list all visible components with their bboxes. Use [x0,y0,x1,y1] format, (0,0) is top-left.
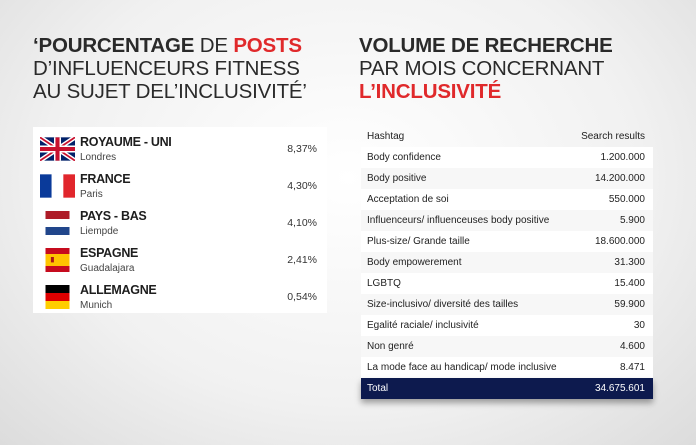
row-hashtag: Acceptation de soi [367,194,449,205]
row-search-results: 15.400 [614,278,645,289]
country-name: FRANCE [80,172,131,186]
country-row-spain [33,240,327,277]
row-hashtag: Egalité raciale/ inclusivité [367,320,479,331]
row-hashtag: Body positive [367,173,427,184]
row-search-results: 1.200.000 [600,152,645,163]
left-heading-de: DE [199,34,234,57]
left-heading [33,34,353,103]
spain-flag-icon [40,248,75,272]
country-city: Guadalajara [80,263,135,274]
left-heading-line3: AU SUJET DEL’INCLUSIVITÉ’ [33,80,307,103]
table-row [361,210,653,231]
row-hashtag: La mode face au handicap/ mode inclusive [367,362,557,373]
country-card [33,127,327,313]
table-row [361,189,653,210]
country-city: Paris [80,189,103,200]
table-row [361,294,653,315]
country-percentage: 8,37% [287,143,317,155]
table-row [361,315,653,336]
row-hashtag: Non genré [367,341,414,352]
left-heading-line2: D’INFLUENCEURS FITNESS [33,57,300,80]
row-search-results: 18.600.000 [594,236,645,247]
header-search-results: Search results [581,131,645,142]
right-heading-line3: L’INCLUSIVITÉ [359,80,502,103]
row-hashtag: Body confidence [367,152,441,163]
table-total-row [361,378,653,399]
row-search-results: 4.600 [619,341,645,352]
germany-flag-icon [40,285,75,309]
uk-flag-icon [40,137,75,161]
row-hashtag: Plus-size/ Grande taille [367,236,470,247]
row-search-results: 30 [633,320,645,331]
row-hashtag: Influenceurs/ influenceuses body positive [367,215,550,226]
country-percentage: 4,10% [287,217,317,229]
row-search-results: 550.000 [608,194,645,205]
country-row-germany [33,277,327,314]
right-heading-line2: PAR MOIS CONCERNANT [359,57,605,80]
country-row-uk [33,129,327,166]
country-name: ALLEMAGNE [80,283,157,297]
right-heading-line1: VOLUME DE RECHERCHE [359,34,613,57]
table-row [361,252,653,273]
row-search-results: 14.200.000 [594,173,645,184]
total-value: 34.675.601 [594,383,645,394]
row-hashtag: Size-inclusivo/ diversité des tailles [367,299,519,310]
table-row [361,231,653,252]
row-search-results: 59.900 [614,299,645,310]
table-row [361,147,653,168]
row-search-results: 5.900 [619,215,645,226]
country-percentage: 0,54% [287,291,317,303]
country-city: Munich [80,300,113,311]
right-heading [359,34,679,103]
table-header [361,126,653,147]
netherlands-flag-icon [40,211,75,235]
search-volume-table [361,126,653,399]
row-search-results: 8.471 [619,362,645,373]
table-row [361,336,653,357]
country-percentage: 4,30% [287,180,317,192]
country-row-netherlands [33,203,327,240]
country-name: PAYS - BAS [80,209,147,223]
table-row [361,357,653,378]
left-heading-pourcentage: ‘POURCENTAGE [33,34,200,57]
country-name: ESPAGNE [80,246,139,260]
table-row [361,273,653,294]
country-city: Liempde [80,226,119,237]
left-heading-posts: POSTS [233,34,302,57]
table-row [361,168,653,189]
header-hashtag: Hashtag [367,131,405,142]
country-row-france [33,166,327,203]
country-percentage: 2,41% [287,254,317,266]
row-search-results: 31.300 [614,257,645,268]
row-hashtag: LGBTQ [367,278,401,289]
france-flag-icon [40,174,75,198]
total-label: Total [367,383,389,394]
row-hashtag: Body empowerement [367,257,462,268]
country-name: ROYAUME - UNI [80,135,172,149]
country-city: Londres [80,152,117,163]
left-heading-line1 [33,34,353,57]
